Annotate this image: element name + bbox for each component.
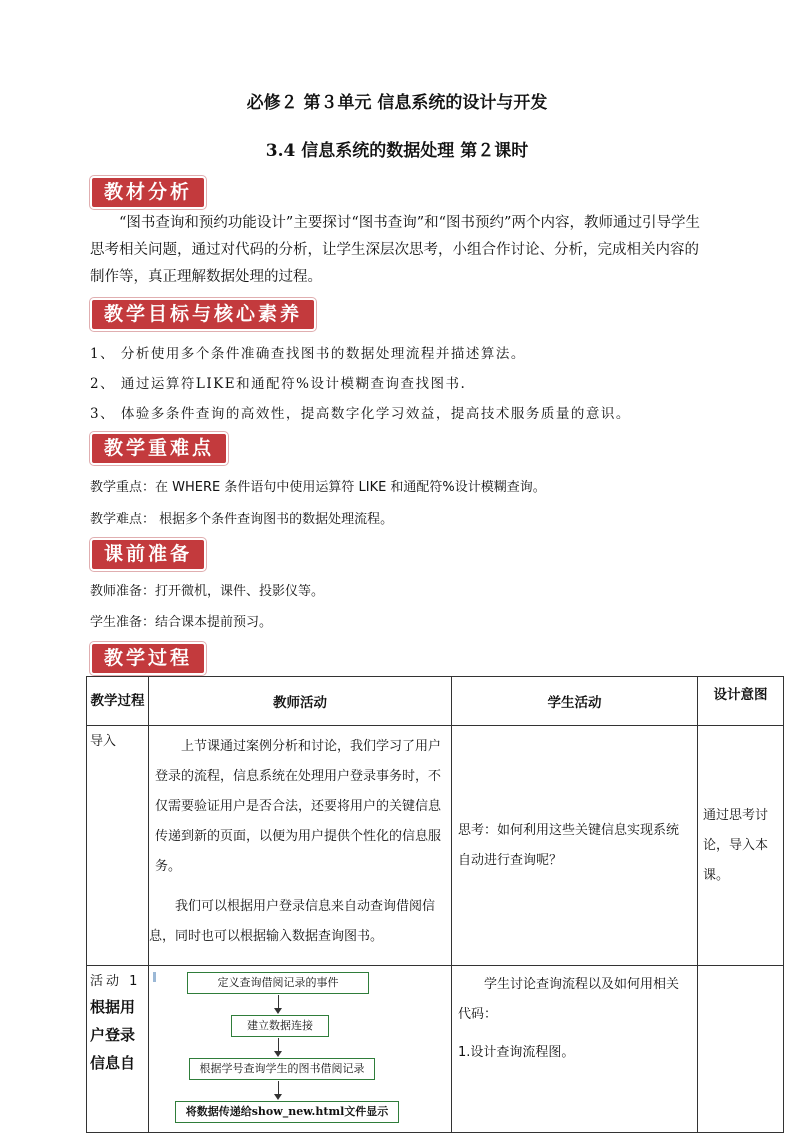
flow-arrow-3 [278,1081,279,1095]
intro-intent: 通过思考讨论，导入本课。 [698,726,784,966]
activity1-flowchart [149,966,452,1133]
goal-item-2: 2、 通过运算符LIKE和通配符%设计模糊查询查找图书. [90,376,467,392]
flow-arrowhead-1 [274,1008,282,1014]
teaching-process-table [86,676,784,1133]
activity1-label: 活动 1 [90,974,141,989]
activity1-stage [87,966,149,1133]
header-student: 学生活动 [452,677,698,726]
intro-teacher [149,726,452,966]
page-title-line1: 必修２ 第３单元 信息系统的设计与开发 [246,93,548,113]
section-badge-goals: 教学目标与核心素养 [90,298,316,331]
student-prep: 学生准备：结合课本提前预习。 [90,615,273,630]
flow-arrowhead-3 [274,1094,282,1100]
flowchart-marker [153,972,156,982]
intro-teacher-p1: 上节课通过案例分析和讨论，我们学习了用户登录的流程，信息系统在处理用户登录事务时，不仅需要验证用户是否合法，还要将用户的关键信息传递到新的页面，以便为用户提供个性化的信息服务。 [155,739,442,874]
teaching-difficulty: 教学难点： 根据多个条件查询图书的数据处理流程。 [90,512,394,527]
flow-arrow-1 [278,995,279,1009]
header-stage: 教学过程 [87,677,149,726]
flow-arrowhead-2 [274,1051,282,1057]
header-teacher: 教师活动 [149,677,452,726]
activity1-intent [698,966,784,1133]
intro-stage: 导入 [87,726,149,966]
table-row-intro [87,726,784,966]
activity1-student-p2: 1.设计查询流程图。 [458,1045,575,1060]
teaching-focus: 教学重点：在 WHERE 条件语句中使用运算符 LIKE 和通配符%设计模糊查询。 [90,480,546,495]
analysis-paragraph: “图书查询和预约功能设计”主要探讨“图书查询”和“图书预约”两个内容，教师通过引导学生思考相关问题，通过对代码的分析，让学生深层次思考，小组合作讨论、分析，完成相关内容的制作等，真正理解数据处理的过程。 [90,215,700,285]
flow-arrow-2 [278,1038,279,1052]
table-row-activity1 [87,966,784,1133]
page-title-line2: 3.4 信息系统的数据处理 第２课时 [265,141,529,161]
flow-step-2: 建立数据连接 [231,1015,329,1037]
flow-step-1: 定义查询借阅记录的事件 [187,972,369,994]
section-badge-analysis: 教材分析 [90,176,206,209]
section-badge-process: 教学过程 [90,642,206,675]
flow-step-4: 将数据传递给show_new.html文件显示 [175,1101,399,1123]
table-header-row [87,677,784,726]
activity1-student [452,966,698,1133]
activity1-student-p1: 学生讨论查询流程以及如何用相关代码： [458,977,680,1022]
header-intent: 设计意图 [698,677,784,726]
teacher-prep: 教师准备：打开微机，课件、投影仪等。 [90,584,325,599]
activity1-title: 根据用户登录信息自 [90,998,136,1072]
flow-step-3: 根据学号查询学生的图书借阅记录 [189,1058,375,1080]
section-badge-keypoints: 教学重难点 [90,432,228,465]
goal-item-3: 3、 体验多条件查询的高效性，提高数字化学习效益，提高技术服务质量的意识。 [90,406,631,422]
intro-student: 思考：如何利用这些关键信息实现系统自动进行查询呢？ [452,726,698,966]
intro-teacher-p2: 我们可以根据用户登录信息来自动查询借阅信息，同时也可以根据输入数据查询图书。 [149,899,436,944]
section-badge-prep: 课前准备 [90,538,206,571]
goal-item-1: 1、 分析使用多个条件准确查找图书的数据处理流程并描述算法。 [90,346,526,362]
